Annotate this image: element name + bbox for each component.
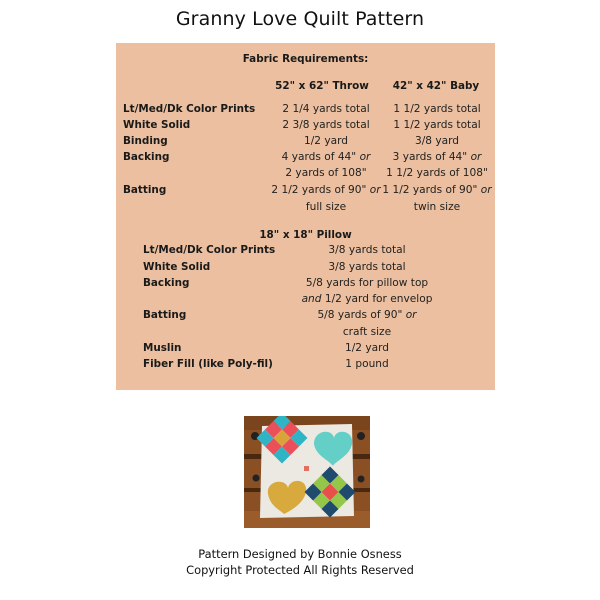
pillow-row-label: White Solid xyxy=(143,261,211,273)
baby-value-text: 1 1/2 yards of 90" xyxy=(382,184,478,196)
pillow-row-label: Lt/Med/Dk Color Prints xyxy=(143,244,276,256)
pillow-value-alt xyxy=(292,291,442,307)
page-title: Granny Love Quilt Pattern xyxy=(175,8,425,30)
pillow-value-text: 1/2 yard for envelop xyxy=(324,293,433,305)
column-header-throw: 52" x 62" Throw xyxy=(275,80,369,92)
designer-credit: Pattern Designed by Bonnie Osness xyxy=(198,547,402,561)
pillow-value: 3/8 yards total xyxy=(328,261,406,273)
or-text: or xyxy=(470,151,482,163)
row-label: Batting xyxy=(123,184,167,196)
or-text: or xyxy=(405,309,417,321)
baby-value: 1 1/2 yards total xyxy=(393,103,481,115)
row-label: White Solid xyxy=(123,119,191,131)
row-label: Lt/Med/Dk Color Prints xyxy=(123,103,256,115)
column-header-baby: 42" x 42" Baby xyxy=(392,80,480,92)
baby-value: 3/8 yard xyxy=(414,135,460,147)
or-text: or xyxy=(369,184,381,196)
or-text: or xyxy=(480,184,492,196)
throw-value-alt: 2 yards of 108" xyxy=(285,167,367,179)
throw-value-text: 4 yards of 44" xyxy=(281,151,357,163)
pillow-row-label: Backing xyxy=(143,277,190,289)
throw-value: 2 3/8 yards total xyxy=(282,119,370,131)
pillow-row-label: Muslin xyxy=(143,342,182,354)
baby-value-text: 3 yards of 44" xyxy=(392,151,468,163)
fabric-heading: Fabric Requirements: xyxy=(242,53,369,65)
pillow-photo xyxy=(244,416,370,528)
pillow-value: 1 pound xyxy=(345,358,389,370)
pillow-heading: 18" x 18" Pillow xyxy=(259,229,352,241)
pillow-value-alt: craft size xyxy=(342,326,392,338)
pillow-value: 5/8 yards for pillow top xyxy=(305,277,429,289)
pillow-value: 1/2 yard xyxy=(344,342,390,354)
baby-value xyxy=(378,182,496,198)
throw-value xyxy=(256,149,396,165)
and-text: and xyxy=(301,293,322,305)
throw-value-text: 2 1/2 yards of 90" xyxy=(271,184,367,196)
baby-value: 1 1/2 yards total xyxy=(393,119,481,131)
pillow-value: 3/8 yards total xyxy=(328,244,406,256)
or-text: or xyxy=(359,151,371,163)
copyright-notice: Copyright Protected All Rights Reserved xyxy=(186,563,414,577)
baby-value xyxy=(380,149,494,165)
row-label: Binding xyxy=(123,135,168,147)
pillow-row-label: Fiber Fill (like Poly-fil) xyxy=(143,358,273,370)
row-label: Backing xyxy=(123,151,170,163)
pillow-value xyxy=(292,307,442,323)
pillow-value-text: 5/8 yards of 90" xyxy=(317,309,403,321)
throw-value-alt: full size xyxy=(305,201,347,213)
throw-value: 1/2 yard xyxy=(303,135,349,147)
baby-value-alt: twin size xyxy=(413,201,461,213)
fabric-requirements-panel xyxy=(116,43,495,390)
pillow-row-label: Batting xyxy=(143,309,187,321)
throw-value: 2 1/4 yards total xyxy=(282,103,370,115)
baby-value-alt: 1 1/2 yards of 108" xyxy=(386,167,488,179)
